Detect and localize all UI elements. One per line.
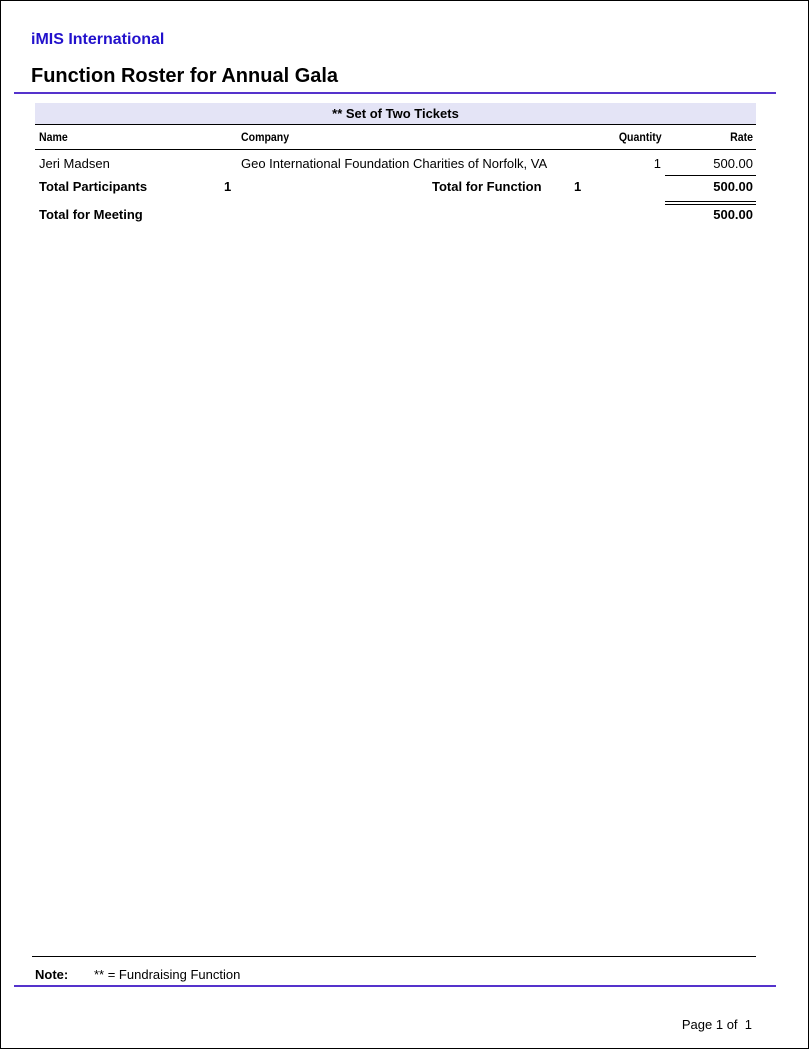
total-function-amount: 500.00 — [713, 179, 753, 194]
note-text: ** = Fundraising Function — [94, 967, 241, 982]
footer-accent-divider — [14, 985, 776, 987]
total-participants-value: 1 — [224, 179, 232, 194]
column-header-company: Company — [241, 130, 290, 144]
row-quantity: 1 — [653, 156, 661, 171]
total-function-label: Total for Function — [432, 179, 542, 194]
footer-divider — [32, 956, 756, 957]
report-title: Function Roster for Annual Gala — [31, 65, 339, 87]
total-participants-label: Total Participants — [39, 179, 148, 194]
subtotal-divider — [665, 175, 756, 176]
page-number: Page 1 of 1 — [681, 1017, 752, 1032]
header-divider — [14, 92, 776, 94]
total-meeting-amount: 500.00 — [713, 207, 753, 222]
row-company: Geo International Foundation Charities of Norfolk, VA — [241, 156, 548, 171]
column-header-divider — [35, 149, 756, 150]
total-function-quantity: 1 — [574, 179, 582, 194]
section-heading: ** Set of Two Tickets — [35, 103, 756, 125]
total-meeting-label: Total for Meeting — [39, 207, 143, 222]
row-rate: 500.00 — [713, 156, 753, 171]
organization-name: iMIS International — [31, 31, 165, 48]
row-name: Jeri Madsen — [39, 156, 110, 171]
column-header-rate: Rate — [730, 130, 753, 144]
column-header-quantity: Quantity — [619, 130, 662, 144]
note-label: Note: — [35, 967, 69, 982]
column-header-name: Name — [39, 130, 68, 144]
grand-total-double-divider — [665, 201, 756, 205]
